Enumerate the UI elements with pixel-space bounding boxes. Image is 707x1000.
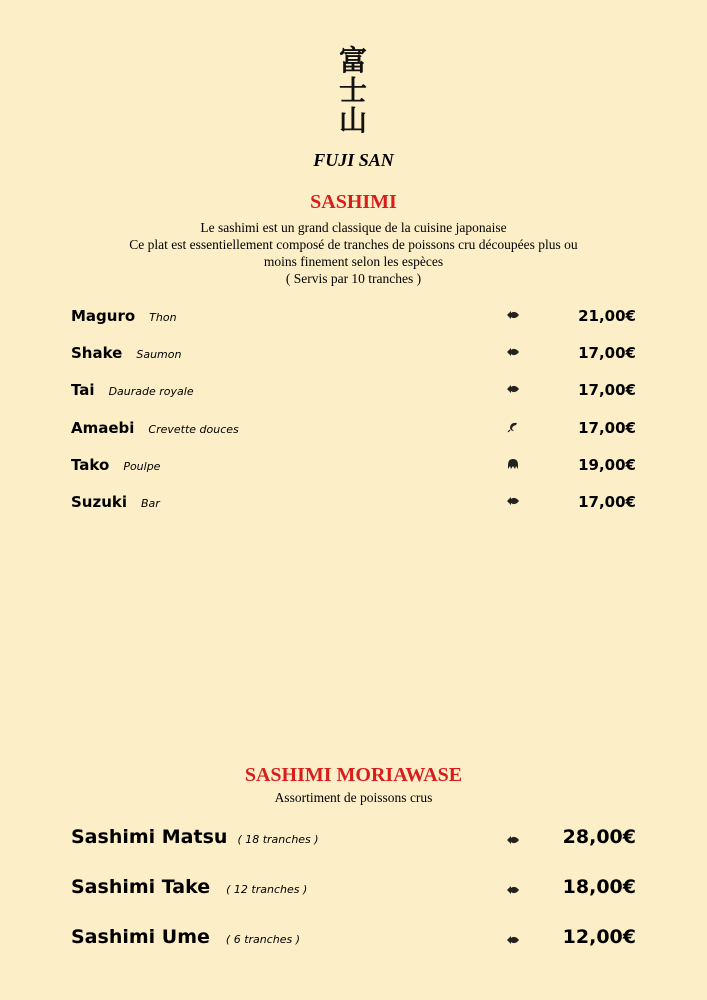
octopus-icon xyxy=(506,458,520,470)
item-name: Tai xyxy=(71,381,95,399)
item-name: Suzuki xyxy=(71,493,128,511)
sashimi-description-line: Le sashimi est un grand classique de la cuisine japonaise xyxy=(200,220,507,235)
item-price: 12,00€ xyxy=(562,926,636,948)
menu-item-sashimi-take xyxy=(0,876,707,906)
menu-item-tai xyxy=(0,381,707,405)
item-name: Tako xyxy=(71,456,110,474)
item-subtitle: Saumon xyxy=(136,348,182,361)
menu-item-tako xyxy=(0,456,707,480)
menu-item-sashimi-matsu xyxy=(0,826,707,856)
item-subtitle: ( 12 tranches ) xyxy=(226,883,308,896)
item-price: 28,00€ xyxy=(562,826,636,848)
item-name: Maguro xyxy=(71,307,136,325)
sashimi-title: SASHIMI xyxy=(310,191,397,213)
fish-icon xyxy=(506,346,520,358)
sashimi-description-line: moins finement selon les espèces xyxy=(263,254,444,269)
shrimp-icon xyxy=(506,421,520,433)
moriawase-description: Assortiment de poissons crus xyxy=(274,790,433,805)
fish-icon xyxy=(506,495,520,507)
sashimi-description xyxy=(60,219,647,287)
item-name: Sashimi Matsu xyxy=(71,826,228,848)
item-subtitle: Crevette douces xyxy=(148,423,239,436)
item-subtitle: Daurade royale xyxy=(108,385,194,398)
item-price: 17,00€ xyxy=(578,493,636,511)
menu-item-sashimi-ume xyxy=(0,926,707,956)
fish-icon xyxy=(506,309,520,321)
item-price: 17,00€ xyxy=(578,344,636,362)
menu-item-shake xyxy=(0,344,707,368)
item-subtitle: ( 18 tranches ) xyxy=(237,833,319,846)
svg-text:山: 山 xyxy=(338,104,368,134)
item-price: 21,00€ xyxy=(578,307,636,325)
item-price: 17,00€ xyxy=(578,419,636,437)
menu-item-amaebi xyxy=(0,419,707,443)
fish-icon xyxy=(506,834,520,846)
item-name: Amaebi xyxy=(71,419,135,437)
item-name: Shake xyxy=(71,344,123,362)
menu-item-suzuki xyxy=(0,493,707,517)
moriawase-title: SASHIMI MORIAWASE xyxy=(244,764,463,786)
svg-text:富: 富 xyxy=(338,44,368,77)
item-price: 19,00€ xyxy=(578,456,636,474)
item-subtitle: Poulpe xyxy=(123,460,161,473)
fish-icon xyxy=(506,934,520,946)
sashimi-serving-note: ( Servis par 10 tranches ) xyxy=(285,271,422,286)
fuji-san-calligraphy-logo xyxy=(330,42,376,134)
item-price: 18,00€ xyxy=(562,876,636,898)
restaurant-name: FUJI SAN xyxy=(313,150,394,170)
svg-text:士: 士 xyxy=(338,74,368,107)
fish-icon xyxy=(506,383,520,395)
item-subtitle: Thon xyxy=(149,311,177,324)
item-name: Sashimi Take xyxy=(71,876,211,898)
item-subtitle: ( 6 tranches ) xyxy=(225,933,301,946)
item-subtitle: Bar xyxy=(141,497,160,510)
menu-item-maguro xyxy=(0,307,707,331)
item-price: 17,00€ xyxy=(578,381,636,399)
fish-icon xyxy=(506,884,520,896)
sashimi-description-line: Ce plat est essentiellement composé de tranches de poissons cru découpées plus ou xyxy=(129,237,578,252)
item-name: Sashimi Ume xyxy=(71,926,210,948)
